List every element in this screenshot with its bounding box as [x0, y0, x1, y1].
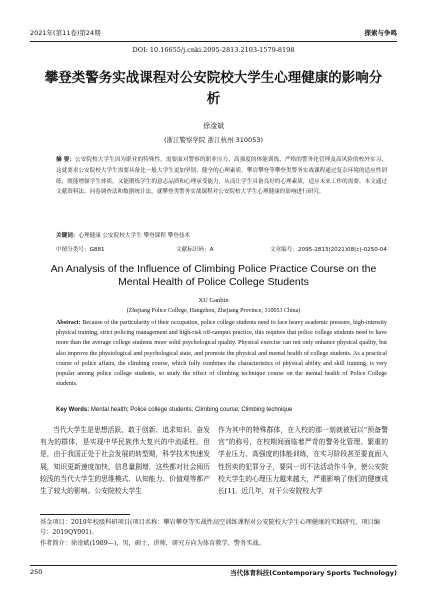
- footer-rule: [30, 565, 397, 566]
- abstract-chinese-text: 公安院校大学生因为职业的特殊性，需要面对警察的职业压力、高强度的体能训练、严格的警务化管理及高风险的校外实习，这就要求公安院校大学生需要具备比一般大学生更加坚韧、健全的心理素质。攀岩攀登等攀登类警务实战课程通过复杂环境的适应性训练，既能增强学生体质，又能锻炼学生的意志品质和心理承受能力，从而让学生具备良好的心理素质，适应未来工作的需要。本文通过文献资料法、问卷调查法和数据统计法，就攀登类警务实战课程对公安院校大学生心理健康的影响进行研究。: [56, 157, 387, 196]
- keywords-english: [56, 407, 387, 413]
- title-english: An Analysis of the Influence of Climbing Police Practice Course on the Mental Health of Police College Students: [50, 263, 377, 288]
- affiliation-chinese: (浙江警察学院 浙江杭州 310053): [163, 136, 264, 144]
- running-footer: [30, 568, 397, 578]
- affiliation-english: (Zhejiang Police College, Hangzhou, Zhejiang Province, 310053 China): [126, 308, 301, 314]
- abstract-english: [56, 318, 387, 389]
- author-english: XU Ganbin: [198, 297, 229, 304]
- keywords-english-text: Mental health; Police college students; Climbing course; Climbing technique: [90, 407, 293, 413]
- classification-row: [56, 245, 387, 255]
- author-chinese: 徐淦斌: [203, 122, 224, 130]
- keywords-chinese-label: 关键词：: [56, 233, 79, 239]
- running-header: [30, 28, 397, 40]
- journal-name: 当代体育科技(Contemporary Sports Technology): [230, 569, 397, 577]
- body-column-left: 当代大学生是思想活跃、敢于创新、追求知识、奋发有为的群体，是实现中华民族伟大复兴的中流砥柱。但是，由于我国正处于社会发展的转型期，科学技术快速发展，知识更新速度加快，信息量剧增，这些都对社会阅历较浅的当代大学生的思维模式、认知能力、价值观等都产生了较大的影响。公安院校大学生: [40, 426, 210, 496]
- section-name: 探索与争鸣: [364, 29, 397, 37]
- footnote-author-bio: 作者简介：徐淦斌(1989—)，男，硕士，讲师，研究方向为体育教学、警务实战。: [40, 540, 265, 547]
- clc-number: 中图分类号：G881: [56, 247, 105, 253]
- keywords-chinese: [56, 231, 387, 239]
- keywords-english-label: Key Words:: [56, 407, 90, 413]
- body-column-right: 作为其中的特殊群体，在入校的那一刻就被冠以“预备警官”的称号，在校期间面临着严苛的警务化管理、繁重的学业压力、高强度的体能训练，在实习阶段甚至要直面入性拐卖的犯罪分子，要同一切不法活动作斗争，使公安院校大学生的心理压力越来越大，严重影响了他们的健康成长[1]。近几年，对于公安院校大学: [218, 426, 388, 496]
- doi: DOI: 10.16655/j.cnki.2095-2813.2103-1579-8198: [132, 46, 295, 54]
- abstract-english-text: Because of the particularity of their occupation, police college students need to face heavy academic pressure, high-intensity physical training, strict policing management and high-risk off-campus practice, this requires that police college students need to have more than the average college students more solid psychological quality. Physical exercise can not only enhance physical quality, but also improve the physiological and psychological state, and promote the physical and mental health of college students. As a practical course of police affairs, the climbing course, which fully combines the characteristics of physical ability and skill training, is very popular among police college students, so study the effect of climbing technique course on the mental health of Police College students.: [56, 320, 387, 388]
- document-code: 文献标识码：A: [176, 247, 214, 253]
- title-chinese: 攀登类警务实战课程对公安院校大学生心理健康的影响分析: [44, 70, 383, 107]
- issue-info: 2021年(第11卷)第24期: [30, 29, 101, 37]
- article-number: 文章编号：2095-2813(2021)08(c)-0250-04: [269, 247, 387, 253]
- abstract-chinese: [56, 155, 387, 198]
- keywords-chinese-text: 心理健康 公安院校大学生 攀登课程 攀登技术: [78, 233, 191, 239]
- footnote-rule: [40, 514, 130, 515]
- abstract-chinese-label: 摘 要：: [56, 157, 76, 163]
- header-rule: [30, 41, 397, 42]
- abstract-english-label: Abstract:: [56, 320, 81, 326]
- footnote-fund: 基金项目：2019年校级科研项目(项目名称：攀岩攀登等实战性高空训练课程对公安院校大学生心理健康的实践研究，项目编号：2019QY001)。: [40, 519, 380, 536]
- page-number: 250: [30, 568, 43, 576]
